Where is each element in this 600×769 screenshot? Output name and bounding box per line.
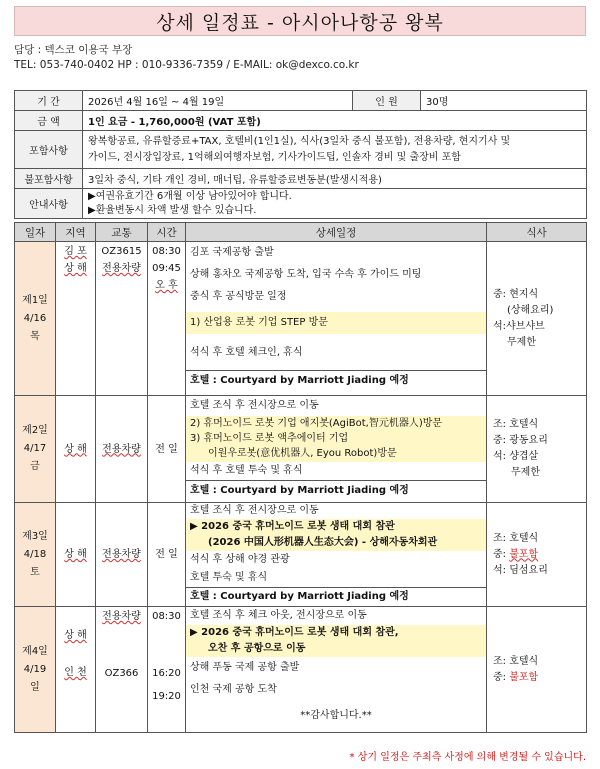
- detail-cell-2: [186, 396, 487, 503]
- day-date: 4/16: [23, 312, 47, 324]
- header-detail: 상세일정: [186, 223, 487, 242]
- time-line: 16:20: [152, 668, 181, 679]
- notice-value: [83, 189, 587, 219]
- meal-line: 석: 딤섬요리: [493, 564, 548, 576]
- detail-line: 김포 국제공항 출발: [190, 247, 274, 258]
- included-line-2: 가이드, 전시장입장료, 1억해외여행자보험, 기사가이드팁, 인솔자 경비 및 출장비 포함: [88, 151, 461, 163]
- day-weekday: 목: [30, 330, 40, 342]
- time-line: 전 일: [155, 443, 178, 455]
- schedule-table: [14, 222, 587, 733]
- notice-label: 안내사항: [15, 189, 83, 219]
- region-line: 상 해: [64, 263, 87, 274]
- footer-note: * 상기 일정은 주최측 사정에 의해 변경될 수 있습니다.: [349, 752, 586, 763]
- region-line: 상 해: [64, 549, 87, 560]
- people-label: 인 원: [353, 91, 421, 111]
- info-table: [14, 90, 587, 219]
- contact-line: TEL: 053-740-0402 HP : 010-9336-7359 / E-MAIL: ok@dexco.co.kr: [14, 59, 359, 71]
- meal-cell-2: [487, 396, 587, 503]
- meal-line: [493, 670, 580, 686]
- detail-line: 이원우로봇(意优机器人, Eyou Robot)방문: [186, 446, 486, 462]
- meal-excluded: 불포함: [509, 548, 539, 560]
- transport-cell-3: [96, 503, 148, 607]
- day-cell-3: [15, 503, 56, 607]
- transport-cell-1: [96, 242, 148, 396]
- page-title: 상세 일정표 - 아시아나항공 왕복: [156, 11, 444, 34]
- day-cell-4: [15, 607, 56, 733]
- detail-cell-4: [186, 607, 487, 733]
- day-date: 4/18: [23, 548, 47, 560]
- header-transport: 교통: [96, 223, 148, 242]
- header-region: 지역: [56, 223, 96, 242]
- detail-line: 오찬 후 공항으로 이동: [186, 641, 486, 657]
- detail-line: 1) 산업용 로봇 기업 STEP 방문: [186, 312, 486, 334]
- day-number: 제2일: [22, 425, 48, 436]
- meal-line: 조: 호텔식: [493, 655, 539, 667]
- transport-line: OZ3615: [101, 246, 142, 257]
- day-row-4: [15, 607, 587, 733]
- meal-line: 석: 샹겹살: [493, 451, 539, 462]
- period-label: 기 간: [15, 91, 83, 111]
- meal-cell-3: [487, 503, 587, 607]
- hotel-line: 호텔 : Courtyard by Marriott Jiading 예정: [186, 370, 486, 391]
- transport-line: 전용차량: [102, 443, 141, 455]
- day-row-1: [15, 242, 587, 396]
- time-cell-1: [148, 242, 186, 396]
- detail-line: 석식 후 호텔 투숙 및 휴식: [190, 465, 303, 476]
- day-number: 제4일: [22, 645, 48, 657]
- detail-line: 호텔 조식 후 체크 아웃, 전시장으로 이동: [190, 610, 367, 621]
- meal-line: [493, 547, 580, 563]
- time-line: 전 일: [155, 549, 178, 560]
- time-cell-4: [148, 607, 186, 733]
- detail-line: 중식 후 공식방문 일정: [190, 291, 287, 302]
- meal-excluded: 불포함: [509, 671, 539, 683]
- meal-line: 중: 현지식: [493, 288, 539, 300]
- excluded-value: 3일차 중식, 기타 개인 경비, 매너팁, 유류할증료변동분(발생시적용): [83, 169, 587, 189]
- detail-line: ▶ 2026 중국 휴머노이드 로봇 생태 대회 참관: [186, 519, 486, 535]
- region-line: 상 해: [64, 443, 87, 455]
- day-cell-1: [15, 242, 56, 396]
- people-value: 30명: [421, 91, 587, 111]
- detail-line: 호텔 조식 후 전시장으로 이동: [190, 505, 319, 516]
- amount-value: 1인 요금 - 1,760,000원 (VAT 포함): [83, 111, 587, 131]
- meal-line: (상해요리): [507, 304, 554, 316]
- detail-line: 인천 국제 공항 도착: [190, 684, 277, 695]
- time-cell-3: [148, 503, 186, 607]
- meal-line: 조: 호텔식: [493, 419, 539, 430]
- detail-line: 2) 휴머노이드 로봇 기업 애지봇(AgiBot,智元机器人)방문: [186, 416, 486, 431]
- detail-line: 석식 후 상해 야경 관광: [190, 554, 290, 565]
- region-cell-2: [56, 396, 96, 503]
- day-date: 4/19: [23, 663, 47, 675]
- meal-prefix: 중:: [493, 671, 510, 683]
- time-line: 08:30: [152, 611, 181, 622]
- time-line: 오 후: [155, 280, 178, 291]
- transport-line: 전용차량: [102, 549, 141, 560]
- region-cell-3: [56, 503, 96, 607]
- detail-line: (2026 中国人形机器人生态大会) - 상해자동차회관: [186, 535, 486, 551]
- detail-line: ▶ 2026 중국 휴머노이드 로봇 생태 대회 참관,: [186, 625, 486, 641]
- period-value: 2026년 4월 16일 ~ 4월 19일: [83, 91, 353, 111]
- region-cell-4: [56, 607, 96, 733]
- day-row-2: [15, 396, 587, 503]
- time-line: 09:45: [152, 263, 181, 274]
- region-line: 상 해: [64, 630, 87, 641]
- day-weekday: 금: [30, 461, 40, 472]
- detail-line: 3) 휴머노이드 로봇 액추에이터 기업: [186, 431, 486, 446]
- time-cell-2: [148, 396, 186, 503]
- hotel-line: 호텔 : Courtyard by Marriott Jiading 예정: [186, 480, 486, 500]
- amount-label: 금 액: [15, 111, 83, 131]
- included-label: 포함사항: [15, 131, 83, 169]
- detail-line: 호텔 조식 후 전시장으로 이동: [190, 400, 319, 411]
- meal-cell-4: [487, 607, 587, 733]
- meal-line: 석:샤브샤브: [493, 320, 545, 332]
- meal-line: 조: 호텔식: [493, 532, 539, 544]
- detail-line: 상해 홍차오 국제공항 도착, 입국 수속 후 가이드 미팅: [190, 269, 422, 280]
- time-line: 19:20: [152, 691, 181, 702]
- included-line-1: 왕복항공료, 유류할증료+TAX, 호텔비(1인1실), 식사(3일차 중식 불포함), 전용차량, 현지기사 및: [88, 135, 511, 147]
- hotel-line: 호텔 : Courtyard by Marriott Jiading 예정: [186, 587, 486, 606]
- meal-line: 무제한: [507, 336, 536, 348]
- time-line: 08:30: [152, 246, 181, 257]
- notice-line-2: ▶환율변동시 차액 발생 할수 있습니다.: [88, 204, 257, 216]
- meal-line: 중: 광동요리: [493, 435, 548, 446]
- day-date: 4/17: [23, 443, 47, 454]
- notice-line-1: ▶여권유효기간 6개월 이상 남아있어야 합니다.: [88, 190, 292, 202]
- detail-line: 석식 후 호텔 체크인, 휴식: [190, 347, 303, 358]
- region-line: 인 천: [64, 667, 87, 678]
- included-value: [83, 131, 587, 169]
- transport-line: 전용차량: [102, 611, 141, 622]
- header-meal: 식사: [487, 223, 587, 242]
- meal-cell-1: [487, 242, 587, 396]
- day-cell-2: [15, 396, 56, 503]
- day-weekday: 토: [30, 566, 40, 578]
- transport-line: OZ366: [104, 668, 139, 679]
- excluded-label: 불포함사항: [15, 169, 83, 189]
- transport-cell-4: [96, 607, 148, 733]
- header-day: 일자: [15, 223, 56, 242]
- day-number: 제1일: [22, 294, 48, 306]
- day-row-3: [15, 503, 587, 607]
- transport-line: 전용차량: [102, 263, 141, 274]
- meal-line: 무제한: [511, 467, 540, 478]
- detail-cell-3: [186, 503, 487, 607]
- detail-line: 호텔 투숙 및 휴식: [190, 572, 268, 583]
- detail-cell-1: [186, 242, 487, 396]
- schedule-header-row: [15, 223, 587, 242]
- detail-line: 상해 푸동 국제 공항 출발: [190, 662, 300, 673]
- region-line: 김 포: [64, 246, 87, 257]
- page-title-box: [14, 6, 586, 36]
- thanks-line: **감사합니다.**: [300, 710, 372, 721]
- day-number: 제3일: [22, 530, 48, 542]
- day-weekday: 일: [30, 681, 40, 693]
- contact-manager: 담당 : 덱스코 이용국 부장: [14, 44, 133, 56]
- header-time: 시간: [148, 223, 186, 242]
- region-cell-1: [56, 242, 96, 396]
- meal-prefix: 중:: [493, 548, 510, 560]
- transport-cell-2: [96, 396, 148, 503]
